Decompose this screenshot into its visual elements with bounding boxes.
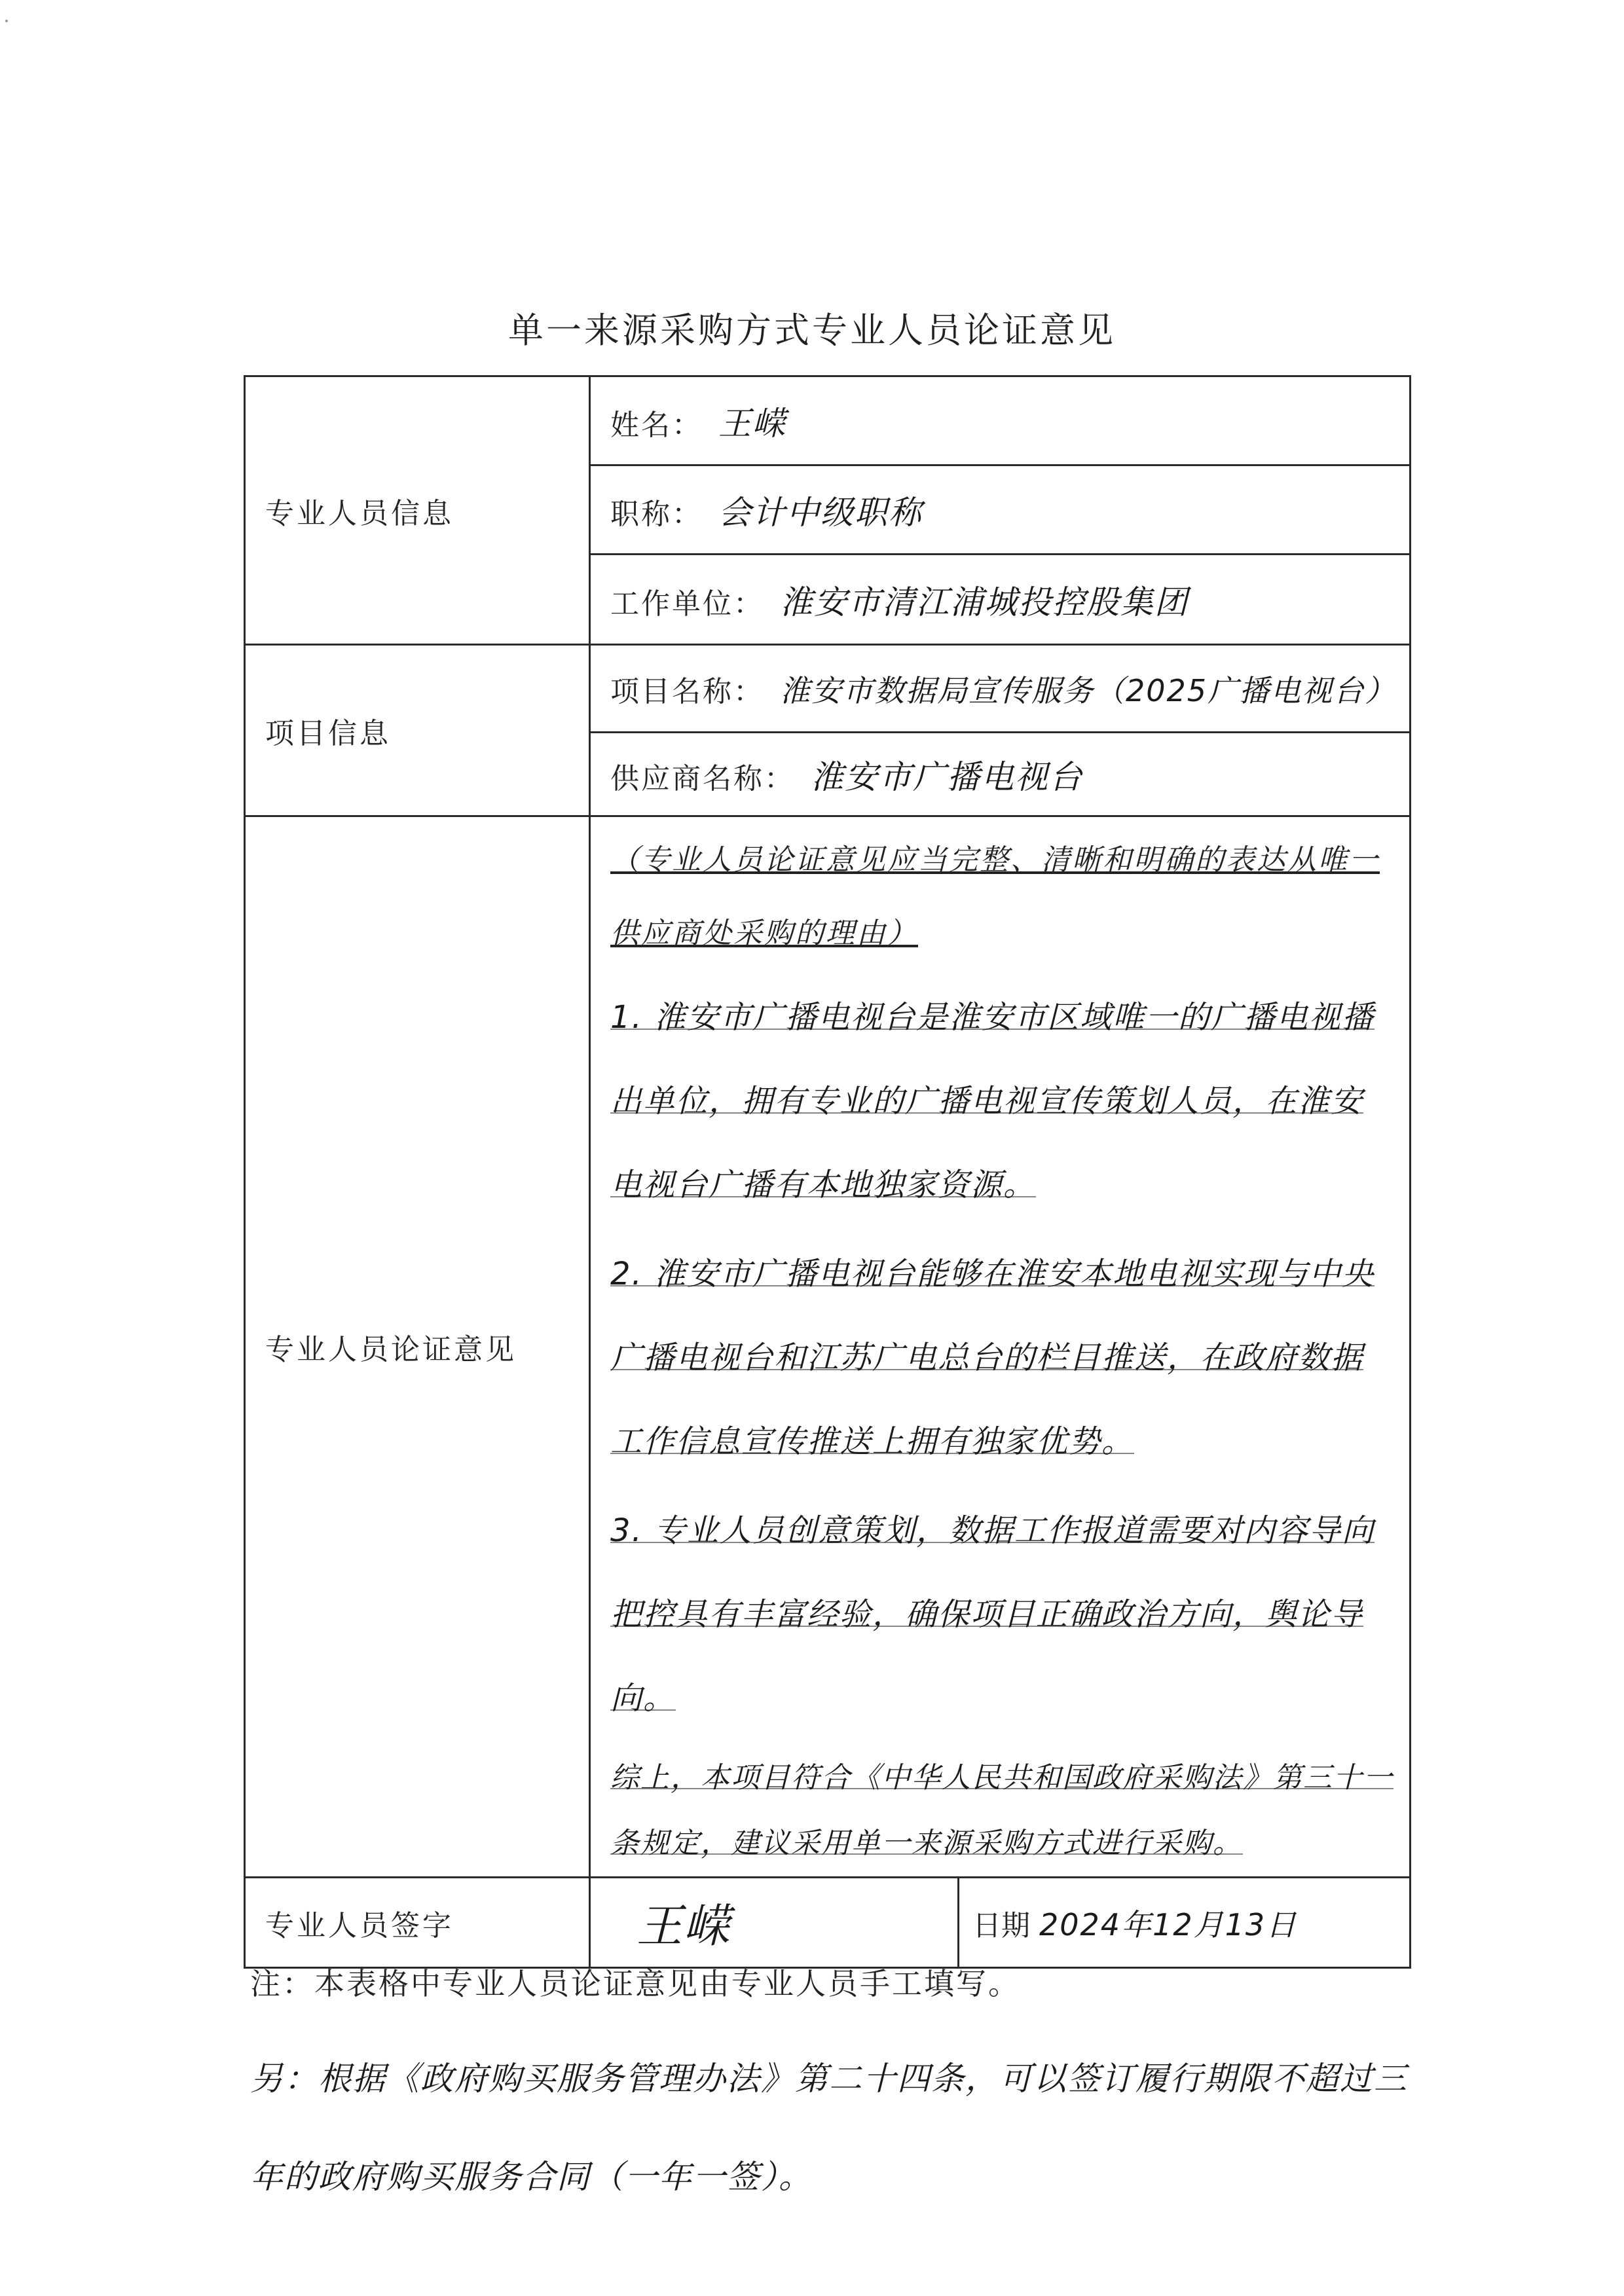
project-name-field (590, 645, 1411, 733)
name-value: 王嵘 (718, 404, 786, 443)
employer-field (590, 555, 1411, 645)
project-value: 淮安市数据局宣传服务（2025广播电视台） (780, 672, 1397, 708)
handwritten-note: 另：根据《政府购买服务管理办法》第二十四条，可以签订履行期限不超过三年的政府购买服务合同（一年一签）。 (250, 2060, 1408, 2196)
employer-value: 淮安市清江浦城投控股集团 (780, 583, 1189, 621)
project-label: 项目名称： (610, 674, 764, 708)
document-title: 单一来源采购方式专业人员论证意见 (508, 310, 1116, 351)
supplier-value: 淮安市广播电视台 (811, 757, 1083, 796)
name-field (590, 376, 1411, 465)
footnote: 注：本表格中专业人员论证意见由专业人员手工填写。 (250, 1966, 1020, 2001)
date-label: 日期 (972, 1908, 1030, 1942)
opinion-paragraph-1: 1. 淮安市广播电视台是淮安市区域唯一的广播电视播出单位，拥有专业的广播电视宣传策划人员，在淮安电视台广播有本地独家资源。 (610, 999, 1375, 1203)
title-label: 职称： (610, 497, 703, 531)
opinion-paragraph-3: 3. 专业人员创意策划，数据工作报道需要对内容导向把控具有丰富经验，确保项目正确政治方向，舆论导向。 (610, 1512, 1375, 1717)
signature-value: 王嵘 (590, 1878, 959, 1968)
opinion-instruction: （专业人员论证意见应当完整、清晰和明确的表达从唯一供应商处采购的理由） (610, 843, 1380, 950)
opinion-paragraph-2: 2. 淮安市广播电视台能够在淮安本地电视实现与中央广播电视台和江苏广电总台的栏目推送，在政府数据工作信息宣传推送上拥有独家优势。 (610, 1256, 1375, 1460)
opinion-paragraph-4: 综上，本项目符合《中华人民共和国政府采购法》第三十一条规定，建议采用单一来源采购方式进行采购。 (610, 1761, 1393, 1860)
title-value: 会计中级职称 (718, 493, 923, 532)
evaluation-form-table (244, 375, 1411, 1969)
section-opinion: 专业人员论证意见 (245, 816, 590, 1878)
supplier-label: 供应商名称： (610, 761, 795, 795)
section-project-info: 项目信息 (245, 645, 590, 816)
title-field (590, 465, 1411, 555)
supplier-field (590, 733, 1411, 816)
date-value: 2024年12月13日 (1039, 1906, 1298, 1942)
opinion-area (590, 816, 1411, 1878)
section-personnel-info: 专业人员信息 (245, 376, 590, 645)
date-field (959, 1878, 1411, 1968)
name-label: 姓名： (610, 408, 703, 442)
section-signature: 专业人员签字 (245, 1878, 590, 1968)
scan-speck (5, 20, 8, 22)
employer-label: 工作单位： (610, 587, 764, 621)
